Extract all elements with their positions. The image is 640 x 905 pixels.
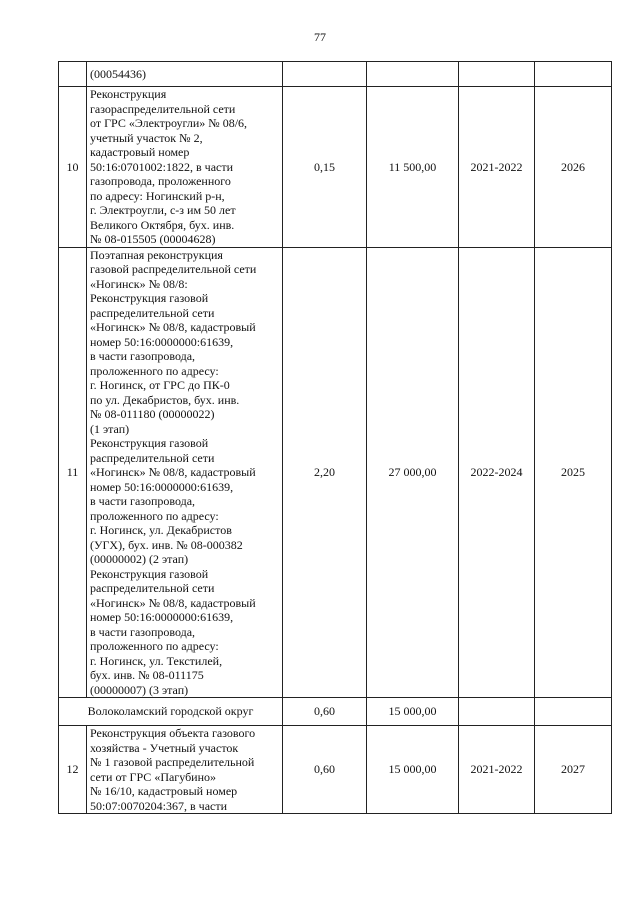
empty-cell (459, 698, 535, 726)
implementation-period (459, 62, 535, 87)
object-description: Реконструкция газораспределительной сети от ГРС «Электроугли» № 08/6, учетный участок № 2, кадастровый номер 50:16:0701002:1822, в части газопровода, проложенного по адресу: Ногинский р-н, г. Электроугли, с-з им 50 лет Великого Октября, бух. инв. № 08-015505 (00004628) (87, 87, 283, 248)
length-km: 0,15 (283, 87, 367, 248)
object-description: Поэтапная реконструкция газовой распределительной сети «Ногинск» № 08/8: Реконструкция газовой распределительной сети «Ногинск» № 08/8, кадастровый номер 50:16:0000000:61639, в части газопровода, проложенного по адресу: г. Ногинск, от ГРС до ПК-0 по ул. Декабристов, бух. инв. № 08-011180 (00000022) (1 этап) Реконструкция газовой распределительной сети «Ногинск» № 08/8, кадастровый номер 50:16:0000000:61639, в части газопровода, проложенного по адресу: г. Ногинск, ул. Декабристов (УГХ), бух. инв. № 08-000382 (00000002) (2 этап) Реконструкция газовой распределительной сети «Ногинск» № 08/8, кадастровый номер 50:16:0000000:61639, в части газопровода, проложенного по адресу: г. Ногинск, ул. Текстилей, бух. инв. № 08-011175 (00000007) (3 этап) (87, 247, 283, 698)
implementation-period: 2021-2022 (459, 87, 535, 248)
target-year: 2027 (535, 726, 612, 814)
page-number: 77 (314, 30, 326, 44)
row-number: 12 (59, 726, 87, 814)
row-number: 11 (59, 247, 87, 698)
object-description: (00054436) (87, 62, 283, 87)
table-row (59, 87, 612, 248)
row-number (59, 62, 87, 87)
target-year (535, 62, 612, 87)
row-number: 10 (59, 87, 87, 248)
empty-cell (535, 698, 612, 726)
cost-value (367, 62, 459, 87)
table-row (59, 726, 612, 814)
subtotal-length: 0,60 (283, 698, 367, 726)
subtotal-cost: 15 000,00 (367, 698, 459, 726)
table-row (59, 247, 612, 698)
cost-value: 27 000,00 (367, 247, 459, 698)
cost-value: 15 000,00 (367, 726, 459, 814)
target-year: 2025 (535, 247, 612, 698)
target-year: 2026 (535, 87, 612, 248)
length-km: 0,60 (283, 726, 367, 814)
table-row (59, 62, 612, 87)
object-description: Реконструкция объекта газового хозяйства - Учетный участок № 1 газовой распределительной сети от ГРС «Пагубино» № 16/10, кадастровый номер 50:07:0070204:367, в части (87, 726, 283, 814)
cost-value: 11 500,00 (367, 87, 459, 248)
implementation-period: 2022-2024 (459, 247, 535, 698)
length-km (283, 62, 367, 87)
length-km: 2,20 (283, 247, 367, 698)
district-label: Волоколамский городской округ (59, 698, 283, 726)
investment-table (58, 61, 612, 814)
subtotal-row (59, 698, 612, 726)
implementation-period: 2021-2022 (459, 726, 535, 814)
